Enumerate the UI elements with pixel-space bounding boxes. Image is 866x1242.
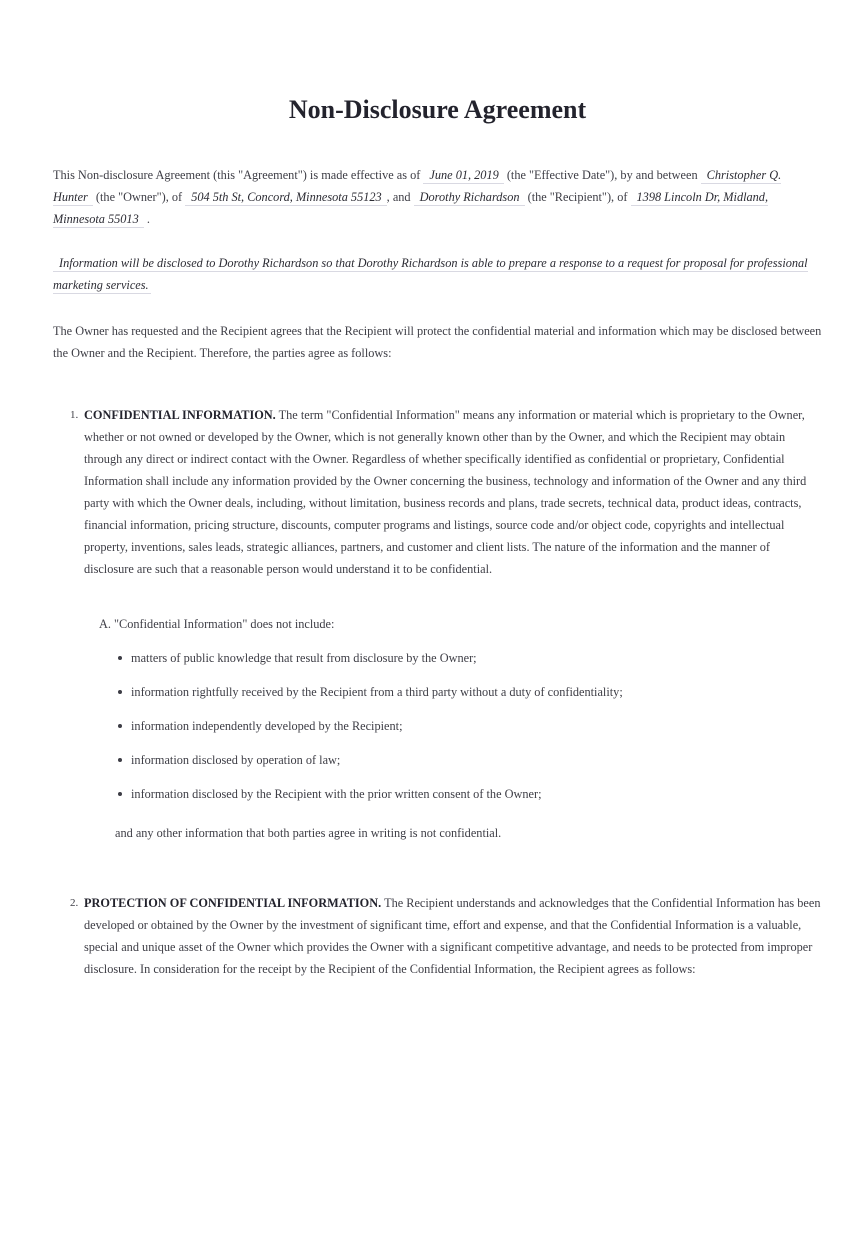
document-title: Non-Disclosure Agreement [288, 95, 587, 124]
intro-text-6: . [146, 212, 150, 226]
list-item-text: information disclosed by operation of law; [131, 753, 341, 767]
list-item [131, 647, 822, 669]
bullet-icon [118, 758, 122, 762]
intro-text-2: (the "Effective Date"), by and between [506, 168, 698, 182]
recital-paragraph: The Owner has requested and the Recipient agrees that the Recipient will protect the confidential material and information which may be disclosed between the Owner and the Recipient. Therefore, the parties agree as follows: [53, 324, 822, 360]
list-item [131, 715, 822, 737]
section-body [84, 404, 822, 580]
exclusions-closing: and any other information that both parties agree in writing is not confidential. [115, 826, 502, 840]
section-body [84, 892, 822, 980]
section-protection-of-confidential-information [70, 892, 822, 980]
bullet-icon [118, 724, 122, 728]
recipient-name-field[interactable]: Dorothy Richardson [414, 190, 525, 206]
exclusions-list [84, 647, 822, 805]
section-text: The Recipient understands and acknowledges that the Confidential Information has been developed or obtained by the Owner by the investment of significant time, effort and expense, and that the Confidential Information is a valuable, special and unique asset of the Owner which provides the Owner with a significant competitive advantage, and needs to be protected from improper disclosure. In consideration for the receipt by the Recipient of the Confidential Information, the Recipient agrees as follows: [84, 896, 821, 976]
section-heading: PROTECTION OF CONFIDENTIAL INFORMATION. [84, 896, 382, 910]
sections-list [53, 404, 822, 980]
exclusions-heading: A. "Confidential Information" does not include: [99, 617, 335, 631]
bullet-icon [118, 656, 122, 660]
section-number: 2. [70, 897, 79, 909]
intro-text-3: (the "Owner"), of [95, 190, 183, 204]
purpose-field[interactable]: Information will be disclosed to Dorothy Richardson so that Dorothy Richardson is able to prepare a response to a request for proposal for professional marketing services. [53, 256, 808, 292]
list-item-text: information independently developed by the Recipient; [131, 719, 403, 733]
bullet-icon [118, 792, 122, 796]
owner-address-field[interactable]: 504 5th St, Concord, Minnesota 55123 [185, 190, 386, 206]
list-item [131, 783, 822, 805]
section-confidential-information [70, 404, 822, 844]
purpose-paragraph [53, 252, 822, 296]
intro-text-5: (the "Recipient"), of [527, 190, 628, 204]
owner-name-field[interactable]: Christopher Q. Hunter [53, 168, 782, 204]
intro-text-1: This Non-disclosure Agreement (this "Agreement") is made effective as of [53, 168, 421, 182]
recipient-address-field[interactable]: 1398 Lincoln Dr, Midland, Minnesota 55013 [53, 190, 769, 226]
list-item-text: information rightfully received by the Recipient from a third party without a duty of confidentiality; [131, 685, 623, 699]
list-item-text: matters of public knowledge that result from disclosure by the Owner; [131, 651, 477, 665]
list-item [131, 749, 822, 771]
intro-text-4: , and [386, 190, 411, 204]
section-number: 1. [70, 409, 79, 421]
bullet-icon [118, 690, 122, 694]
list-item-text: information disclosed by the Recipient with the prior written consent of the Owner; [131, 787, 542, 801]
intro-paragraph [53, 164, 822, 230]
section-text: The term "Confidential Information" means any information or material which is proprietary to the Owner, whether or not owned or developed by the Owner, which is not generally known other than by the Owner, and which the Recipient may obtain through any direct or indirect contact with the Owner. Regardless of whether specifically identified as confidential or proprietary, Confidential Information shall include any information provided by the Owner concerning the business, technology and information of the Owner and any third party with which the Owner deals, including, without limitation, business records and plans, trade secrets, technical data, product ideas, contracts, financial information, pricing structure, discounts, computer programs and listings, source code and/or object code, copyrights and intellectual property, inventions, sales leads, strategic alliances, partners, and customer and client lists. The nature of the information and the manner of disclosure are such that a reasonable person would understand it to be confidential. [84, 408, 807, 576]
effective-date-field[interactable]: June 01, 2019 [423, 168, 503, 184]
section-heading: CONFIDENTIAL INFORMATION. [84, 408, 276, 422]
list-item [131, 681, 822, 703]
